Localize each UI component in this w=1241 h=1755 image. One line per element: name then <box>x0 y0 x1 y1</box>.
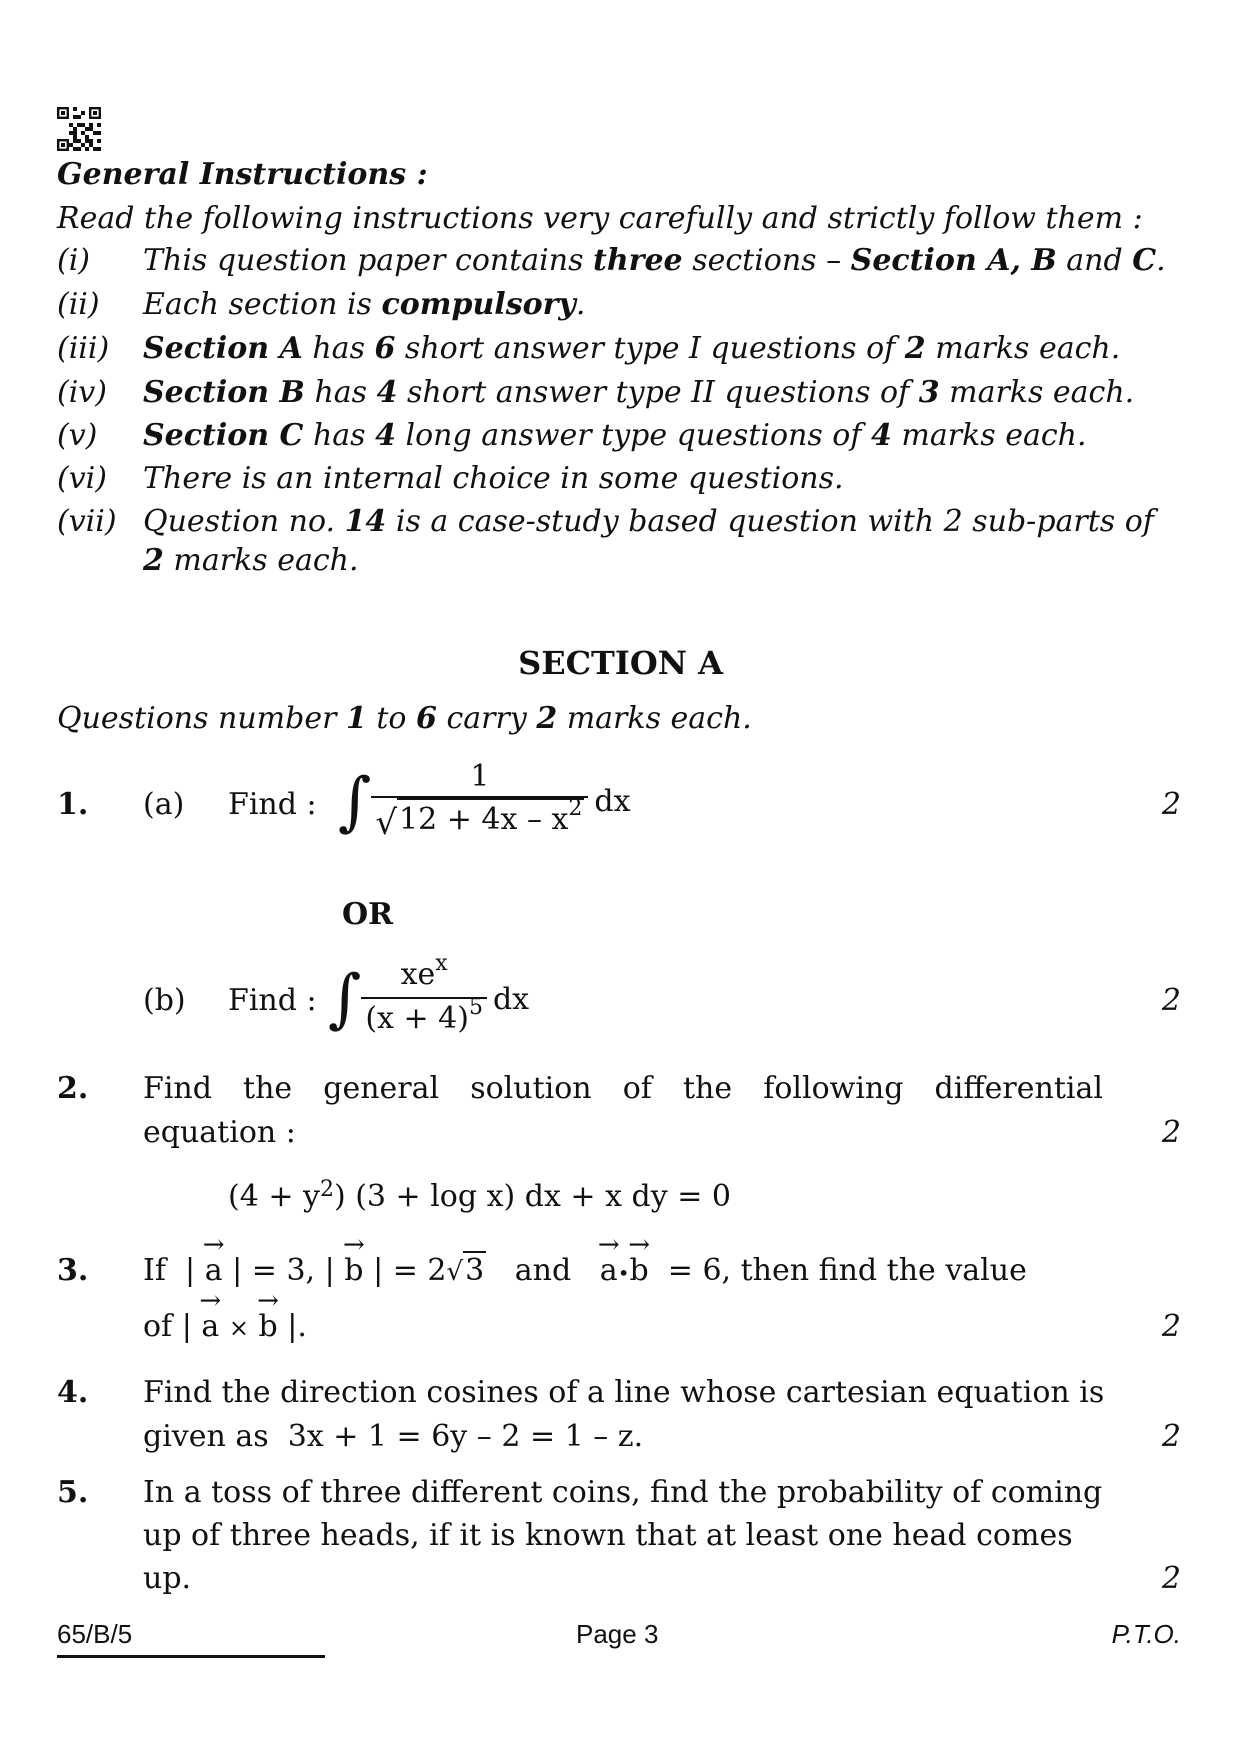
q1-part-a-label: (a) <box>143 787 185 822</box>
q1b-find-label: Find : <box>228 983 317 1018</box>
instructions-intro: Read the following instructions very carefully and strictly follow them : <box>57 201 1143 236</box>
instruction-number: (v) <box>57 418 98 453</box>
q2-text-line-2: equation : <box>143 1115 296 1150</box>
q1a-dx: dx <box>594 784 631 819</box>
vector-b: → b <box>629 1250 648 1292</box>
word: following <box>763 1071 904 1106</box>
instruction-number: (iv) <box>57 375 107 410</box>
word: general <box>323 1071 440 1106</box>
q3-text-line-2: of | → a × → b |. <box>143 1306 307 1349</box>
question-number: 2. <box>57 1071 89 1106</box>
q1-find-label: Find : <box>228 787 317 822</box>
q1b-marks: 2 <box>1161 983 1181 1018</box>
q1-or-label: OR <box>342 897 394 932</box>
question-number: 5. <box>57 1475 89 1510</box>
q5-text-line-3: up. <box>143 1561 192 1596</box>
word: of <box>622 1071 652 1106</box>
instruction-text: Each section is compulsory. <box>143 287 586 322</box>
q5-text-line-2: up of three heads, if it is known that at least one head comes <box>143 1518 1073 1553</box>
q1-part-b-label: (b) <box>143 983 186 1018</box>
word: differential <box>934 1071 1103 1106</box>
q2-text-line-1 <box>143 1068 1103 1110</box>
q2-equation: $(4 + y^2)$ (3 + log x) dx + x dy = 0 <box>228 1177 731 1214</box>
q1a-fraction <box>371 758 588 845</box>
section-title: SECTION A <box>518 644 723 682</box>
instruction-text: Question no. 14 is a case-study based question with 2 sub-parts of <box>143 504 1154 539</box>
qr-code-graphic <box>57 107 101 151</box>
q2-marks: 2 <box>1161 1115 1181 1150</box>
q1a-marks: 2 <box>1161 787 1181 822</box>
vector-b: → b <box>258 1306 277 1348</box>
page-number: Page 3 <box>576 1619 659 1649</box>
instruction-text: Section C has 4 long answer type questions of 4 marks each. <box>143 418 1087 453</box>
section-note: Questions number 1 to 6 carry 2 marks each. <box>57 701 752 736</box>
q5-text-line-1: In a toss of three different coins, find the probability of coming <box>143 1475 1103 1510</box>
instruction-text: Section A has 6 short answer type I questions of 2 marks each. <box>143 331 1121 366</box>
instruction-number: (vi) <box>57 461 107 496</box>
q1b-dx: dx <box>492 981 530 1017</box>
q5-marks: 2 <box>1161 1561 1181 1596</box>
q1b-integral-expression <box>328 951 530 1042</box>
instruction-number: (i) <box>57 243 91 278</box>
q4-text-line-2: given as 3x + 1 = 6y – 2 = 1 – z. <box>143 1419 644 1454</box>
q1a-denominator <box>371 796 588 845</box>
instruction-number: (iii) <box>57 331 110 366</box>
instruction-text: This question paper contains three sections – Section A, B and C. <box>143 243 1166 278</box>
word: the <box>682 1071 733 1106</box>
square-root <box>375 798 584 843</box>
vector-a: → a <box>205 1250 223 1292</box>
question-number: 4. <box>57 1375 89 1410</box>
instruction-number: (vii) <box>57 504 117 539</box>
paper-code: 65/B/5 <box>57 1619 133 1649</box>
vector-a: → a <box>201 1306 219 1348</box>
q3-text-line-1: If | → a | = 3, | → b | = 2√3 and → a•→ b = 6, then find the value <box>143 1250 1027 1294</box>
question-number: 3. <box>57 1253 89 1288</box>
q1a-integral-expression <box>338 758 631 845</box>
word: Find <box>143 1071 212 1106</box>
q1b-numerator: $xe^x$ <box>400 951 448 992</box>
instruction-number: (ii) <box>57 287 100 322</box>
q1a-numerator: 1 <box>470 759 490 794</box>
instruction-text: 2 marks each. <box>143 543 359 578</box>
qr-code <box>57 107 101 151</box>
integral-sign: ∫ <box>328 962 362 1036</box>
vector-b: → b <box>344 1250 363 1292</box>
instruction-text: There is an internal choice in some questions. <box>143 461 844 496</box>
q4-marks: 2 <box>1161 1419 1181 1454</box>
instruction-text: Section B has 4 short answer type II questions of 3 marks each. <box>143 375 1135 410</box>
q1a-exponent: 2 <box>568 796 583 821</box>
q4-text-line-1: Find the direction cosines of a line whose cartesian equation is <box>143 1375 1105 1410</box>
instructions-heading: General Instructions : <box>57 157 428 192</box>
integral-sign: ∫ <box>338 764 372 839</box>
q1b-denominator: $(x + 4)^5$ <box>361 997 487 1042</box>
footer-rule <box>57 1655 325 1658</box>
q1b-fraction <box>361 951 487 1042</box>
word: the <box>243 1071 293 1106</box>
question-number: 1. <box>57 787 89 822</box>
q1a-radicand: 12 + 4x – x <box>399 802 569 837</box>
pto-label: P.T.O. <box>1111 1619 1181 1649</box>
vector-a: → a <box>600 1250 618 1292</box>
q3-marks: 2 <box>1161 1309 1181 1344</box>
radical-sign: √ <box>375 803 398 843</box>
word: solution <box>470 1071 592 1106</box>
